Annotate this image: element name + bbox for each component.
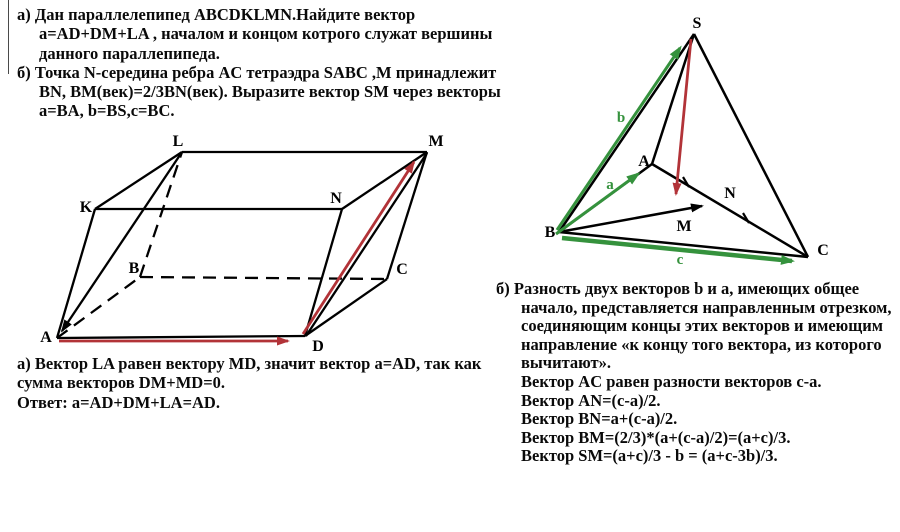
vertex-label-A2: A (638, 153, 650, 170)
edge-SB (559, 34, 694, 232)
edge-DC (305, 279, 387, 336)
solution-b-text-line-10: Вектор SM=(a+c)/3 - b = (a+c-3b)/3. (521, 446, 778, 466)
solution-b-text-line-1: б) Разность двух векторов b и a, имеющих общее (496, 279, 860, 298)
problem-text-line-3: данного параллепипеда. (39, 43, 220, 63)
vertex-label-D: D (312, 338, 324, 355)
problem-text-line-1: а) Дан параллелепипед ABCDKLMN.Найдите вектор (17, 5, 416, 24)
problem-text-line-5: BN, BM(век)=2/3BN(век). Выразите вектор SM через векторы (39, 82, 501, 102)
parallelepiped-figure (40, 133, 443, 355)
solution-b-text-line-8: Вектор BN=a+(c-a)/2. (521, 409, 678, 429)
problem-text-line-2: a=AD+DM+LA , началом и концом котрого служат вершины (39, 24, 493, 44)
solution-b-text-line-2: начало, представляется направленным отрезком, (521, 297, 892, 317)
solution-a-text-line-1: а) Вектор LA равен вектору MD, значит вектор a=AD, так как (17, 354, 482, 373)
solution-b-text-line-5: вычитают». (521, 353, 612, 373)
vertex-label-C2: C (817, 242, 829, 259)
solution-b-text-line-7: Вектор AN=(c-a)/2. (521, 390, 661, 410)
solution-b-text-line-3: соединяющим концы этих векторов и имеющим (521, 316, 883, 336)
vertex-label-M2: M (676, 218, 692, 235)
vector-label-a: a (606, 177, 614, 193)
edge-BL-hidden (140, 152, 182, 277)
edge-SA (652, 34, 694, 164)
vertex-label-N: N (330, 190, 342, 207)
edge-DN (305, 209, 342, 336)
edge-AK (57, 209, 95, 338)
problem-text-line-4: б) Точка N-середина ребра AC тетраэдра SABC ,M принадлежит (17, 62, 497, 82)
edge-KL (95, 152, 182, 209)
vertex-label-B2: B (544, 224, 556, 241)
vertex-label-N2: N (724, 185, 736, 202)
edge-AD (57, 336, 305, 338)
vertex-label-L: L (172, 133, 184, 150)
solution-b-text-line-9: Вектор BM=(2/3)*(a+(c-a)/2)=(a+c)/3. (521, 427, 791, 447)
vector-label-b: b (616, 110, 626, 126)
edge-MN (342, 152, 427, 209)
solution-a-text-line-2: сумма векторов DM+MD=0. (17, 373, 225, 393)
tetrahedron-figure (545, 15, 829, 268)
section-diagonal-DM (306, 153, 427, 336)
vertex-label-A: A (40, 329, 52, 346)
vertex-label-M: M (428, 133, 444, 150)
edge-AB-hidden (57, 277, 140, 338)
vertex-label-K: K (79, 199, 93, 216)
vertex-label-S: S (692, 15, 702, 32)
vector-b-BS-arrow (557, 48, 680, 230)
vertex-label-C: C (396, 261, 408, 278)
solution-b-text-line-4: направление «к концу того вектора, из которого (521, 334, 882, 354)
vertex-label-B: B (128, 260, 140, 277)
problem-text-line-6: a=BA, b=BS,c=BC. (39, 101, 175, 121)
vector-label-c: c (676, 252, 684, 268)
edge-BC-hidden (140, 277, 387, 279)
solution-a-text-line-3: Ответ: a=AD+DM+LA=AD. (17, 392, 220, 412)
vector-SM-arrow (676, 39, 691, 194)
solution-b-text-line-6: Вектор AC равен разности векторов c-a. (521, 371, 822, 391)
vector-LA-arrow (62, 152, 182, 331)
